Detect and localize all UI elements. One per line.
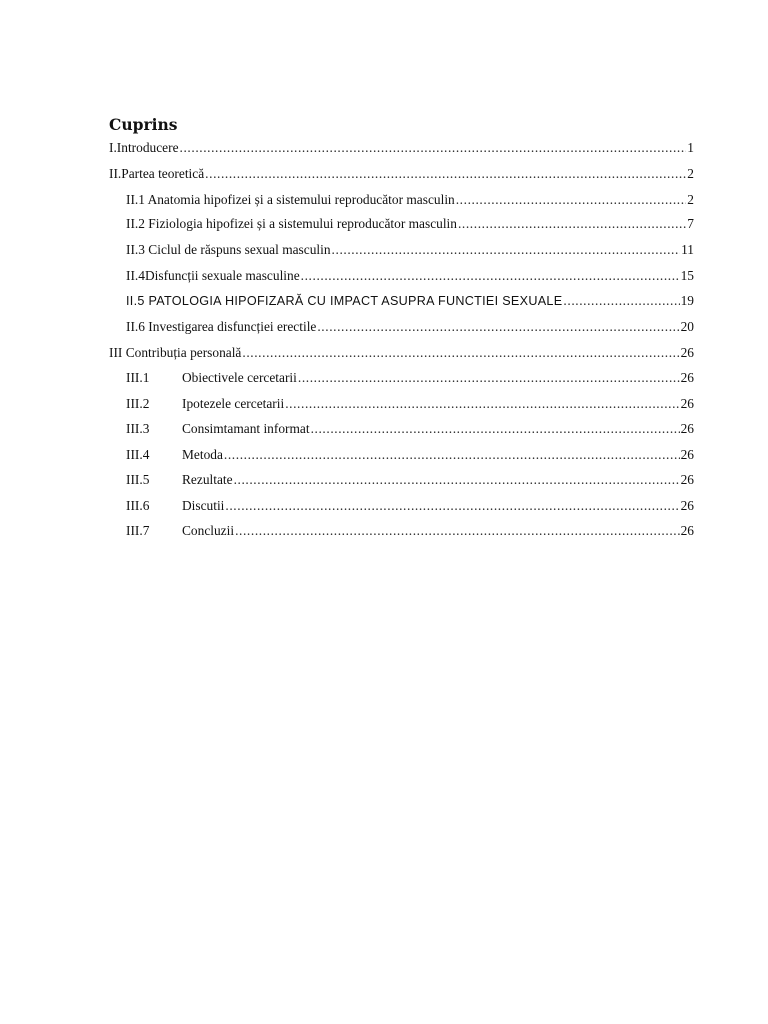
toc-entry-text: II.5 PATOLOGIA HIPOFIZARĂ CU IMPACT ASUPRA FUNCTIEI SEXUALE	[126, 294, 563, 308]
toc-page-number: 26	[680, 370, 694, 385]
dot-leader	[456, 192, 687, 208]
dot-leader	[563, 293, 679, 309]
toc-entry-iii-1[interactable]	[126, 366, 694, 386]
toc-page-number: 26	[680, 472, 694, 487]
toc-entry-text: Rezultate	[182, 472, 233, 487]
dot-leader	[317, 319, 679, 335]
toc-page-number: 19	[680, 293, 694, 308]
toc-section-number: III.3	[126, 421, 150, 436]
dot-leader	[242, 345, 679, 361]
toc-title: Cuprins	[109, 115, 178, 134]
toc-entry-iii-2[interactable]	[126, 392, 694, 412]
dot-leader	[285, 396, 679, 412]
toc-section-number: III.6	[126, 498, 150, 513]
toc-entry-ii-1[interactable]	[126, 188, 694, 208]
toc-section-number: III.7	[126, 523, 150, 538]
toc-entry-iii-5[interactable]	[126, 468, 694, 488]
dot-leader	[234, 472, 680, 488]
toc-entry-text: Discutii	[182, 498, 225, 513]
toc-section-number: III.2	[126, 396, 150, 411]
toc-page-number: 20	[680, 319, 694, 334]
toc-section-number: III.4	[126, 447, 150, 462]
toc-page-number: 15	[680, 268, 694, 283]
toc-entry-iii-4[interactable]	[126, 443, 694, 463]
toc-entry-partea-teoretica[interactable]	[109, 162, 694, 182]
toc-page-number: 2	[687, 166, 694, 181]
dot-leader	[235, 523, 680, 539]
toc-entry-text: Concluzii	[182, 523, 235, 538]
toc-entry-ii-5[interactable]	[126, 289, 694, 309]
toc-section-number: III.1	[126, 370, 150, 385]
toc-entry-text: I.Introducere	[109, 140, 179, 155]
toc-page-number: 26	[680, 421, 694, 436]
toc-entry-iii-3[interactable]	[126, 417, 694, 437]
dot-leader	[458, 216, 686, 232]
dot-leader	[205, 166, 686, 182]
toc-entry-contributia-personala[interactable]	[109, 341, 694, 361]
dot-leader	[301, 268, 680, 284]
toc-page-number: 26	[680, 447, 694, 462]
toc-entry-text: II.Partea teoretică	[109, 166, 205, 181]
toc-page-number: 26	[680, 498, 694, 513]
dot-leader	[332, 242, 681, 258]
toc-page-number: 26	[680, 396, 694, 411]
toc-entry-text: Consimtamant informat	[182, 421, 310, 436]
toc-entry-text: Obiectivele cercetarii	[182, 370, 297, 385]
toc-entry-ii-2[interactable]	[126, 212, 694, 232]
toc-entry-ii-6[interactable]	[126, 315, 694, 335]
toc-page-number: 7	[687, 216, 694, 231]
dot-leader	[224, 447, 680, 463]
dot-leader	[180, 140, 687, 156]
toc-entry-text: III Contribuția personală	[109, 345, 242, 360]
toc-entry-text: II.4Disfuncții sexuale masculine	[126, 268, 300, 283]
toc-entry-text: Metoda	[182, 447, 223, 462]
toc-entry-text: II.2 Fiziologia hipofizei și a sistemului reproducător masculin	[126, 216, 457, 231]
dot-leader	[311, 421, 680, 437]
toc-page-number: 1	[687, 140, 694, 155]
toc-entry-iii-6[interactable]	[126, 494, 694, 514]
toc-entry-text: II.6 Investigarea disfuncției erectile	[126, 319, 317, 334]
toc-entry-introducere[interactable]	[109, 136, 694, 156]
toc-page-number: 26	[680, 345, 694, 360]
toc-entry-iii-7[interactable]	[126, 519, 694, 539]
toc-entry-text: II.1 Anatomia hipofizei și a sistemului reproducător masculin	[126, 192, 455, 207]
toc-entry-text: Ipotezele cercetarii	[182, 396, 285, 411]
toc-page-number: 2	[687, 192, 694, 207]
toc-page-number: 26	[680, 523, 694, 538]
toc-entry-text: II.3 Ciclul de răspuns sexual masculin	[126, 242, 331, 257]
toc-entry-ii-3[interactable]	[126, 238, 694, 258]
dot-leader	[225, 498, 679, 514]
toc-page-number: 11	[681, 242, 694, 257]
toc-entry-ii-4[interactable]	[126, 264, 694, 284]
dot-leader	[298, 370, 680, 386]
toc-section-number: III.5	[126, 472, 150, 487]
